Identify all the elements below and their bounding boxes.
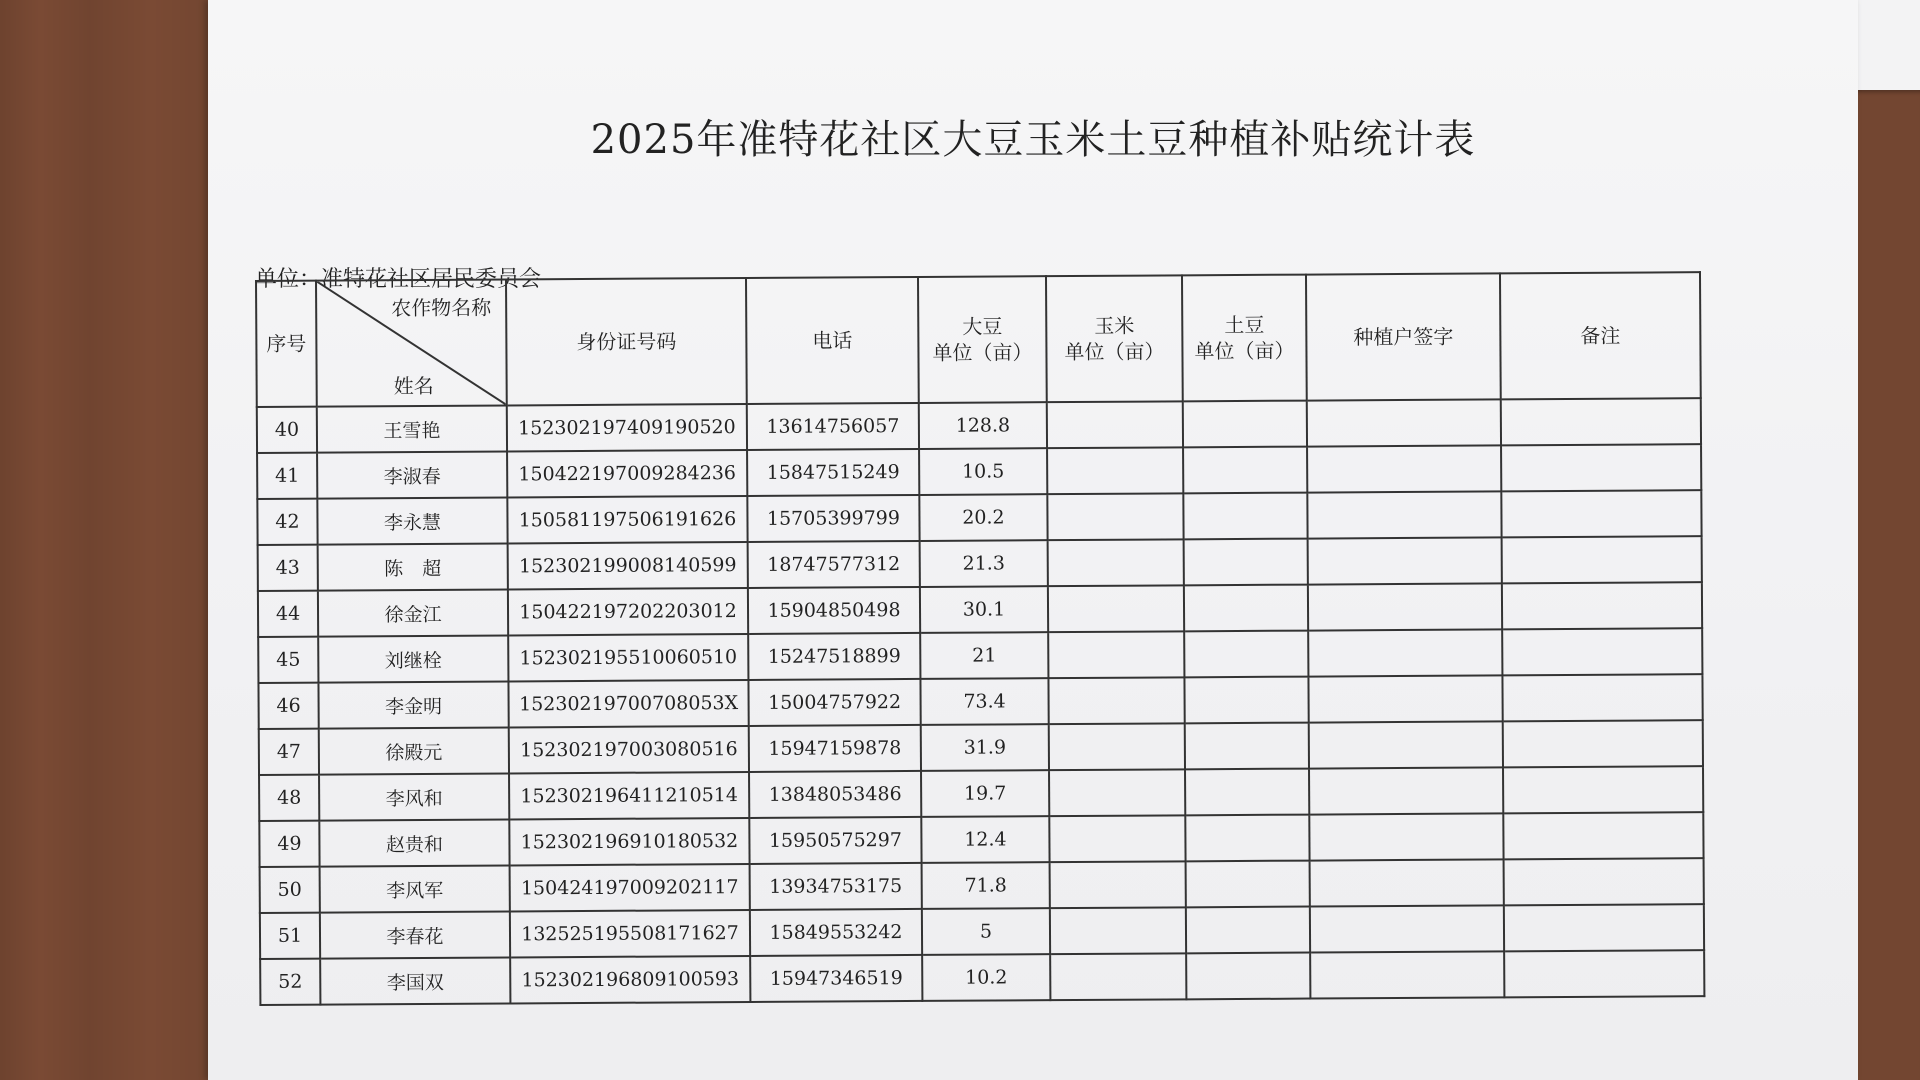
cell-phone: 15004757922: [748, 679, 920, 726]
cell-potato: [1186, 953, 1310, 1000]
cell-potato: [1183, 493, 1307, 540]
cell-soybean: 21.3: [920, 540, 1048, 587]
cell-remarks: [1502, 628, 1702, 675]
subsidy-table-wrap: [255, 271, 1705, 1006]
header-phone: 电话: [746, 277, 919, 404]
cell-name: 李风和: [319, 773, 509, 820]
cell-phone: 15950575297: [749, 817, 921, 864]
cell-signature: [1308, 629, 1502, 676]
cell-seq: 42: [257, 499, 317, 545]
cell-id-number: 152302196809100593: [510, 956, 750, 1003]
cell-corn: [1048, 585, 1184, 632]
header-soybean: 大豆 单位（亩）: [918, 276, 1047, 403]
cell-remarks: [1501, 490, 1701, 537]
cell-corn: [1050, 953, 1186, 1000]
cell-soybean: 31.9: [921, 724, 1049, 771]
cell-soybean: 5: [922, 908, 1050, 955]
cell-phone: 15705399799: [747, 495, 919, 542]
cell-seq: 44: [258, 591, 318, 637]
cell-corn: [1049, 815, 1185, 862]
cell-seq: 52: [260, 959, 320, 1005]
cell-seq: 51: [260, 913, 320, 959]
cell-soybean: 10.2: [922, 954, 1050, 1001]
cell-phone: 15947346519: [750, 955, 922, 1002]
cell-corn: [1048, 631, 1184, 678]
cell-seq: 50: [260, 867, 320, 913]
cell-corn: [1049, 723, 1185, 770]
cell-soybean: 19.7: [921, 770, 1049, 817]
cell-name: 李淑春: [317, 451, 507, 498]
cell-name: 李国双: [320, 957, 510, 1004]
subsidy-table: [255, 271, 1705, 1006]
header-signature: 种植户签字: [1306, 273, 1501, 400]
cell-remarks: [1503, 720, 1703, 767]
header-crop-name-diagonal: [316, 279, 507, 406]
cell-remarks: [1501, 398, 1701, 445]
cell-soybean: 73.4: [920, 678, 1048, 725]
cell-soybean: 20.2: [919, 494, 1047, 541]
header-name: 姓名: [393, 373, 434, 399]
header-potato: 土豆 单位（亩）: [1182, 275, 1307, 402]
cell-name: 李春花: [320, 911, 510, 958]
header-seq: 序号: [256, 281, 317, 407]
cell-signature: [1309, 767, 1503, 814]
cell-signature: [1310, 905, 1504, 952]
header-id-number: 身份证号码: [506, 278, 747, 405]
cell-seq: 48: [259, 775, 319, 821]
document-sheet: [208, 0, 1858, 1080]
header-crop-name: 农作物名称: [391, 295, 492, 321]
cell-signature: [1308, 583, 1502, 630]
table-row: [260, 950, 1704, 1005]
cell-signature: [1307, 445, 1501, 492]
cell-corn: [1048, 677, 1184, 724]
cell-phone: 15904850498: [748, 587, 920, 634]
cell-signature: [1307, 399, 1501, 446]
header-row: [256, 272, 1701, 407]
unit-line: 单位：准特花社区居民委员会: [255, 267, 542, 292]
cell-seq: 49: [259, 821, 319, 867]
cell-seq: 43: [258, 545, 318, 591]
cell-corn: [1049, 769, 1185, 816]
document-title: 2025年准特花社区大豆玉米土豆种植补贴统计表: [590, 117, 1476, 163]
header-remarks: 备注: [1500, 272, 1701, 399]
cell-phone: 15247518899: [748, 633, 920, 680]
cell-name: 赵贵和: [319, 819, 509, 866]
cell-name: 徐殿元: [319, 727, 509, 774]
cell-remarks: [1502, 674, 1702, 721]
cell-potato: [1183, 401, 1307, 448]
cell-soybean: 10.5: [919, 448, 1047, 495]
cell-potato: [1184, 539, 1308, 586]
cell-soybean: 12.4: [921, 816, 1049, 863]
cell-potato: [1186, 907, 1310, 954]
cell-id-number: 132525195508171627: [510, 910, 750, 957]
header-corn: 玉米 单位（亩）: [1046, 275, 1183, 402]
cell-signature: [1308, 675, 1502, 722]
cell-potato: [1185, 815, 1309, 862]
cell-soybean: 71.8: [922, 862, 1050, 909]
cell-corn: [1050, 907, 1186, 954]
cell-potato: [1185, 723, 1309, 770]
cell-potato: [1186, 861, 1310, 908]
cell-name: 陈 超: [318, 543, 508, 590]
cell-soybean: 128.8: [919, 402, 1047, 449]
cell-name: 徐金江: [318, 589, 508, 636]
cell-signature: [1309, 813, 1503, 860]
cell-remarks: [1504, 858, 1704, 905]
cell-seq: 45: [258, 637, 318, 683]
cell-name: 李永慧: [317, 497, 507, 544]
cell-id-number: 152302199008140599: [508, 542, 748, 589]
cell-name: 刘继栓: [318, 635, 508, 682]
cell-corn: [1048, 539, 1184, 586]
cell-name: 李金明: [318, 681, 508, 728]
cell-remarks: [1504, 950, 1704, 997]
cell-seq: 46: [258, 683, 318, 729]
cell-potato: [1183, 447, 1307, 494]
cell-id-number: 152302196910180532: [509, 818, 749, 865]
cell-corn: [1047, 493, 1183, 540]
cell-soybean: 30.1: [920, 586, 1048, 633]
cell-name: 王雪艳: [317, 405, 507, 452]
cell-phone: 13614756057: [747, 403, 919, 450]
cell-id-number: 15230219700708053X: [508, 680, 748, 727]
cell-soybean: 21: [920, 632, 1048, 679]
cell-phone: 18747577312: [748, 541, 920, 588]
cell-signature: [1310, 859, 1504, 906]
cell-phone: 15947159878: [749, 725, 921, 772]
cell-phone: 15847515249: [747, 449, 919, 496]
cell-id-number: 150422197202203012: [508, 588, 748, 635]
cell-seq: 47: [259, 729, 319, 775]
cell-remarks: [1504, 904, 1704, 951]
cell-potato: [1184, 631, 1308, 678]
table-body: [257, 398, 1705, 1005]
cell-remarks: [1503, 812, 1703, 859]
cell-potato: [1184, 585, 1308, 632]
cell-signature: [1309, 721, 1503, 768]
cell-phone: 15849553242: [750, 909, 922, 956]
cell-phone: 13934753175: [750, 863, 922, 910]
cell-corn: [1047, 447, 1183, 494]
cell-id-number: 152302196411210514: [509, 772, 749, 819]
cell-id-number: 150422197009284236: [507, 450, 747, 497]
cell-corn: [1050, 861, 1186, 908]
cell-signature: [1308, 537, 1502, 584]
cell-potato: [1184, 677, 1308, 724]
cell-signature: [1310, 951, 1504, 998]
cell-corn: [1047, 401, 1183, 448]
cell-remarks: [1502, 536, 1702, 583]
cell-remarks: [1502, 582, 1702, 629]
cell-id-number: 152302195510060510: [508, 634, 748, 681]
cell-id-number: 150424197009202117: [510, 864, 750, 911]
cell-id-number: 150581197506191626: [507, 496, 747, 543]
cell-seq: 41: [257, 453, 317, 499]
cell-remarks: [1501, 444, 1701, 491]
cell-id-number: 152302197409190520: [507, 404, 747, 451]
cell-name: 李风军: [320, 865, 510, 912]
cell-signature: [1307, 491, 1501, 538]
cell-remarks: [1503, 766, 1703, 813]
cell-seq: 40: [257, 407, 317, 453]
cell-potato: [1185, 769, 1309, 816]
cell-id-number: 152302197003080516: [509, 726, 749, 773]
cell-phone: 13848053486: [749, 771, 921, 818]
